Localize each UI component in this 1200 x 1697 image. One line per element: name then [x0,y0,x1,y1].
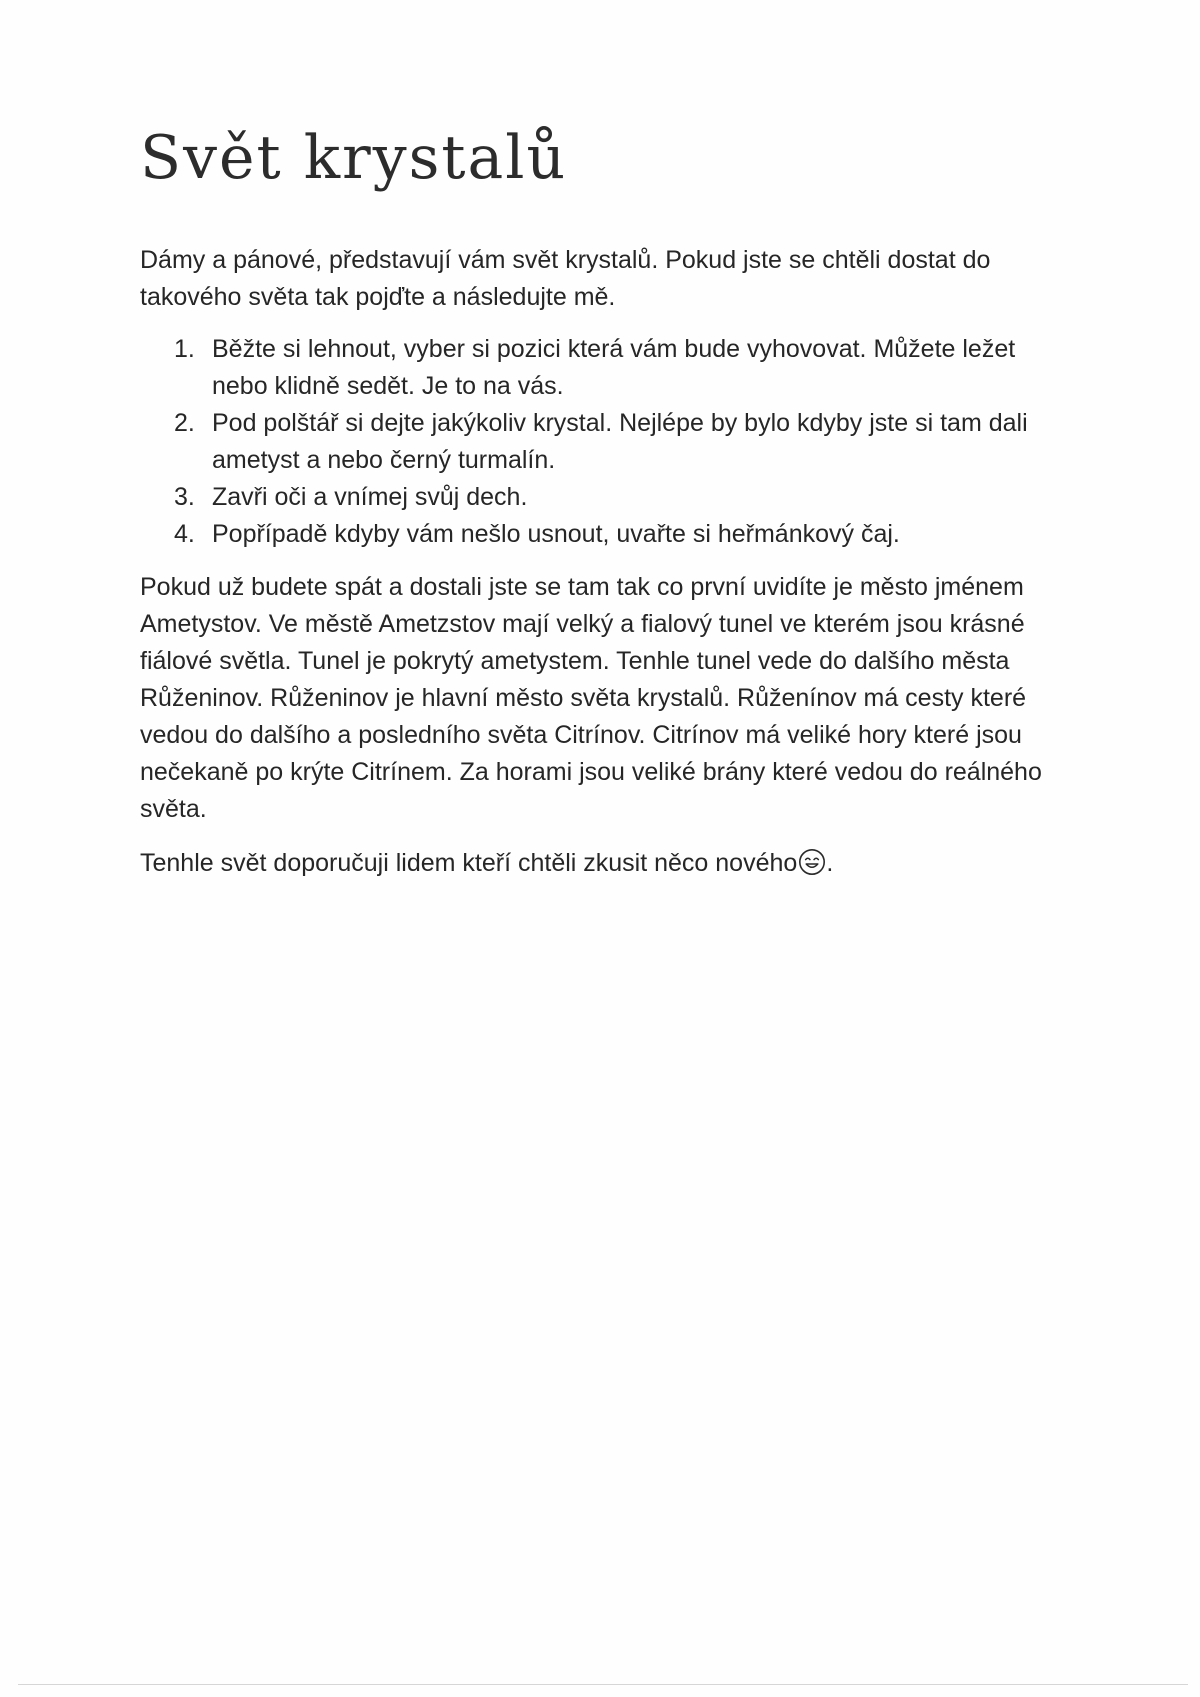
list-item-text: Popřípadě kdyby vám nešlo usnout, uvařte si heřmánkový čaj. [212,520,900,548]
smiley-face-icon [798,848,826,876]
closing-text: Tenhle svět doporučuji lidem kteří chtěli zkusit něco nového [140,849,798,877]
page-bottom-rule [18,1684,1188,1685]
list-item-number: 3. [174,483,195,511]
intro-paragraph: Dámy a pánové, představují vám svět krystalů. Pokud jste se chtěli dostat do takového světa tak pojďte a následujte mě. [140,246,991,311]
list-item-number: 1. [174,335,195,363]
list-item [140,479,1060,516]
page-title: Svět krystalů [140,123,568,193]
list-item-text: Běžte si lehnout, vyber si pozici která vám bude vyhovovat. Můžete ležet nebo klidně sedět. Je to na vás. [212,335,1016,400]
list-item-text: Zavři oči a vnímej svůj dech. [212,483,528,511]
list-item-text: Pod polštář si dejte jakýkoliv krystal. Nejlépe by bylo kdyby jste si tam dali ametyst a nebo černý turmalín. [212,409,1028,474]
list-item [140,516,1060,553]
steps-list [140,331,1060,553]
list-item-number: 4. [174,520,195,548]
closing-period: . [826,849,834,877]
story-paragraph: Pokud už budete spát a dostali jste se tam tak co první uvidíte je město jménem Ametystov. Ve městě Ametzstov mají velký a fialový tunel ve kterém jsou krásné fiálové světla. Tunel je pokrytý ametystem. Tenhle tunel vede do dalšího města Růženinov. Růženinov je hlavní město světa krystalů. Růženínov má cesty které vedou do dalšího a posledního světa Citrínov. Citrínov má veliké hory které jsou nečekaně po krýte Citrínem. Za horami jsou veliké brány které vedou do reálného světa. [140,573,1042,823]
list-item [140,405,1060,479]
list-item [140,331,1060,405]
closing-paragraph [140,845,1060,882]
list-item-number: 2. [174,409,195,437]
